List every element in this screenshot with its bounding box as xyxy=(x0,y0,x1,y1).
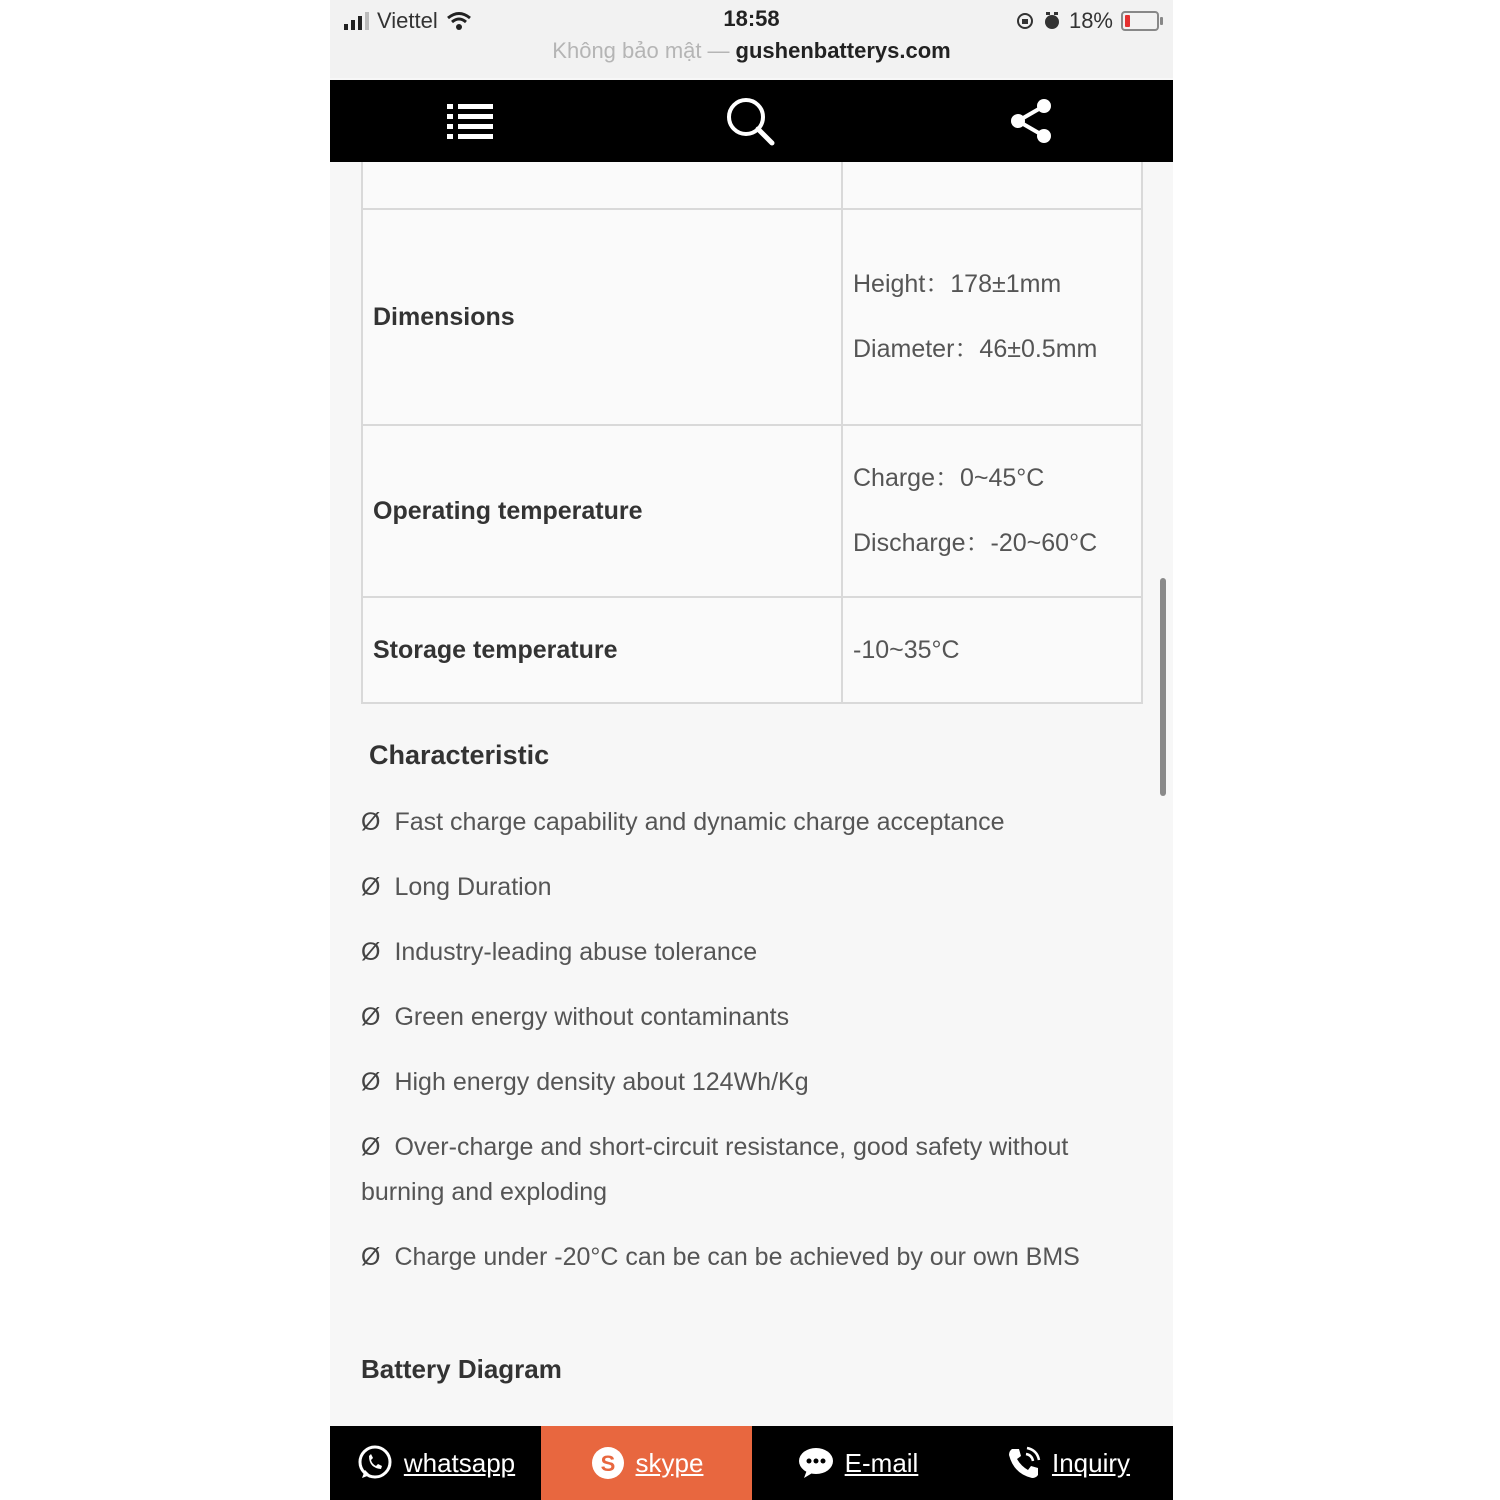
inquiry-label: Inquiry xyxy=(1051,1447,1131,1478)
spec-value-dimensions xyxy=(842,209,1142,425)
list-item xyxy=(361,995,1121,1040)
characteristic-list xyxy=(361,800,1121,1300)
status-right xyxy=(1015,6,1159,36)
bullet-icon: Ø xyxy=(361,1243,381,1271)
bottom-contact-bar xyxy=(330,1426,1173,1500)
bullet-icon: Ø xyxy=(361,938,381,966)
inquiry-link[interactable] xyxy=(963,1426,1173,1500)
chat-bubble-icon xyxy=(797,1446,835,1480)
list-item xyxy=(361,865,1121,910)
spec-table xyxy=(361,130,1143,704)
skype-link[interactable] xyxy=(541,1426,752,1500)
spec-key-operating-temperature: Operating temperature xyxy=(362,425,842,597)
phone-screen xyxy=(330,0,1173,1500)
list-item xyxy=(361,930,1121,975)
email-label: E-mail xyxy=(844,1447,919,1478)
whatsapp-icon xyxy=(356,1444,394,1482)
clock: 18:58 xyxy=(723,6,780,31)
share-icon xyxy=(1006,97,1054,145)
carrier-name: Viettel xyxy=(377,8,438,33)
list-item xyxy=(361,800,1121,845)
list-item-text: Green energy without contaminants xyxy=(394,1003,790,1031)
status-bar xyxy=(330,0,1173,78)
url-separator: — xyxy=(707,38,730,63)
bullet-icon: Ø xyxy=(361,1133,381,1161)
bullet-icon: Ø xyxy=(361,1003,381,1031)
list-item-text: Charge under -20°C can be can be achieved by our own BMS xyxy=(394,1243,1080,1271)
table-row xyxy=(362,425,1142,597)
spec-key-storage-temperature: Storage temperature xyxy=(362,597,842,703)
search-button[interactable] xyxy=(720,95,780,147)
search-icon xyxy=(724,95,776,147)
bullet-icon: Ø xyxy=(361,808,381,836)
spec-value-line: -10~35°C xyxy=(853,635,960,664)
spec-value-line: Charge：0~45°C xyxy=(853,464,1045,492)
skype-label: skype xyxy=(635,1447,704,1478)
table-row xyxy=(362,209,1142,425)
menu-icon xyxy=(445,101,495,141)
top-nav xyxy=(330,80,1173,162)
bullet-icon: Ø xyxy=(361,1068,381,1096)
skype-icon xyxy=(590,1445,626,1481)
phone-icon xyxy=(1006,1445,1042,1481)
list-item xyxy=(361,1060,1121,1105)
battery-icon xyxy=(1121,11,1159,31)
table-row xyxy=(362,597,1142,703)
battery-percent: 18% xyxy=(1068,8,1113,33)
list-item-text: Fast charge capability and dynamic charge acceptance xyxy=(394,808,1005,836)
spec-value-storage-temperature xyxy=(842,597,1142,703)
bullet-icon: Ø xyxy=(361,873,381,901)
list-item-text: Long Duration xyxy=(394,873,552,901)
whatsapp-label: whatsapp xyxy=(403,1447,516,1478)
share-button[interactable] xyxy=(1000,95,1060,147)
menu-button[interactable] xyxy=(440,95,500,147)
list-item xyxy=(361,1235,1121,1280)
characteristic-title: Characteristic xyxy=(369,740,550,770)
url-bar[interactable] xyxy=(330,38,1173,64)
url-domain: gushenbatterys.com xyxy=(735,38,951,63)
list-item-text: High energy density about 124Wh/Kg xyxy=(394,1068,809,1096)
list-item-text: Industry-leading abuse tolerance xyxy=(394,938,758,966)
spec-value-operating-temperature xyxy=(842,425,1142,597)
email-link[interactable] xyxy=(752,1426,963,1500)
orientation-lock-icon xyxy=(1015,11,1035,31)
spec-value-line: Diameter：46±0.5mm xyxy=(853,335,1098,363)
svg-text:S: S xyxy=(600,1451,615,1476)
list-item-text: Over-charge and short-circuit resistance, good safety without burning and exploding xyxy=(361,1133,1069,1206)
battery-diagram-title: Battery Diagram xyxy=(361,1354,562,1384)
scroll-indicator[interactable] xyxy=(1160,578,1166,796)
spec-value-line: Height：178±1mm xyxy=(853,270,1062,298)
spec-value-line: Discharge：-20~60°C xyxy=(853,529,1098,557)
alarm-icon xyxy=(1043,11,1061,31)
list-item xyxy=(361,1125,1121,1215)
whatsapp-link[interactable] xyxy=(330,1426,541,1500)
spec-key-dimensions: Dimensions xyxy=(362,209,842,425)
security-label: Không bảo mật xyxy=(552,38,702,63)
